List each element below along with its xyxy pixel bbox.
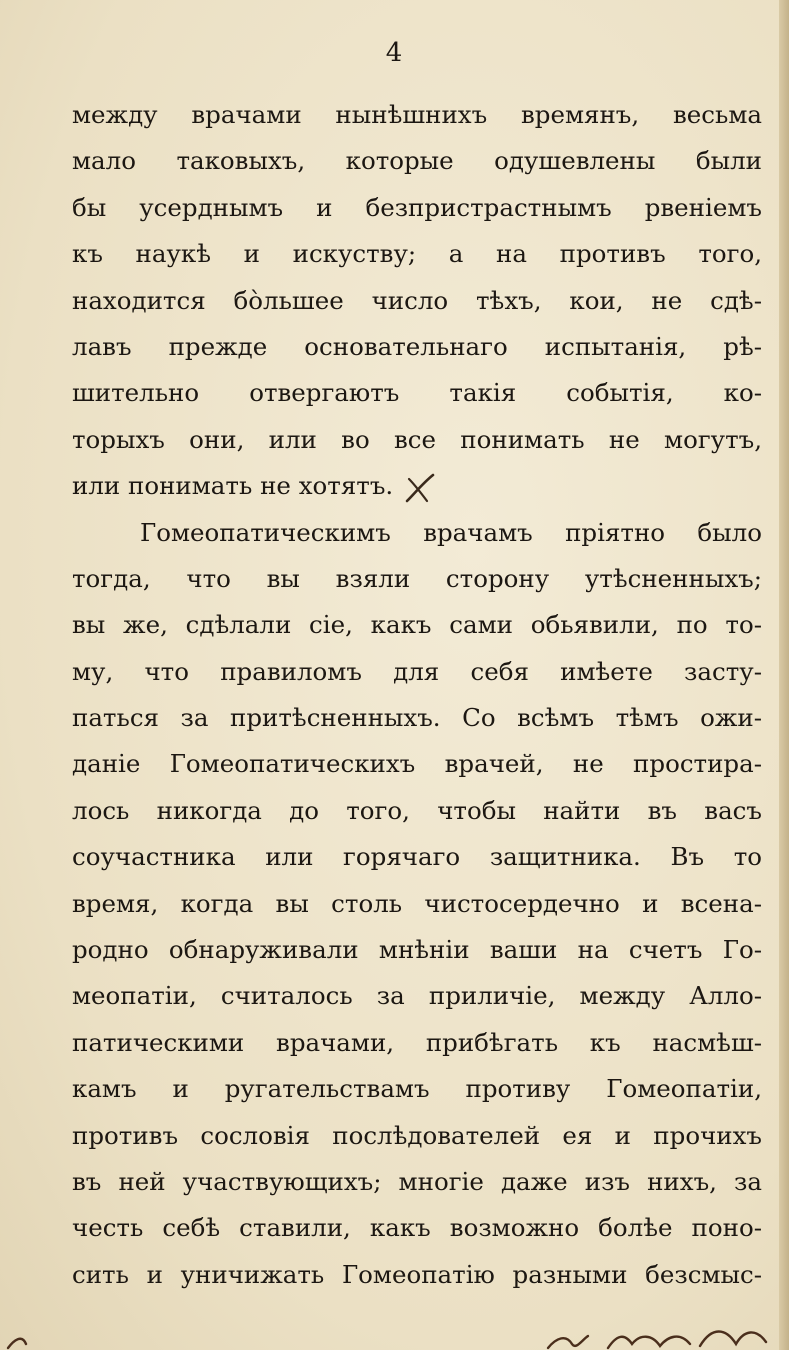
text-line: время, когда вы столь чистосердечно и всена- bbox=[72, 888, 762, 918]
text-line: родно обнаруживали мнѣніи ваши на счетъ Го- bbox=[72, 935, 762, 965]
body-text bbox=[72, 92, 762, 1298]
text-line: лавъ прежде основательнаго испытанія, рѣ- bbox=[72, 331, 762, 361]
text-line: камъ и ругательствамъ противу Гомеопатіи, bbox=[72, 1074, 762, 1104]
page-edge bbox=[779, 0, 789, 1350]
text-line: противъ сословія послѣдователей ея и прочихъ bbox=[72, 1120, 762, 1150]
text-line: даніе Гомеопатическихъ врачей, не простира- bbox=[72, 749, 762, 779]
text-line-content: или понимать не хотятъ. bbox=[72, 471, 394, 501]
text-line: находится бо̀льшее число тѣхъ, кои, не сдѣ- bbox=[72, 285, 762, 315]
text-line: въ ней участвующихъ; многіе даже изъ нихъ, за bbox=[72, 1166, 762, 1196]
text-line: лось никогда до того, чтобы найти въ васъ bbox=[72, 795, 762, 825]
text-line: между врачами нынѣшнихъ времянъ, весьма bbox=[72, 100, 762, 129]
handwritten-signature-fragment bbox=[0, 1318, 789, 1350]
text-line: торыхъ они, или во все понимать не могутъ, bbox=[72, 424, 762, 454]
text-line-paragraph-end bbox=[72, 463, 762, 509]
text-line: бы усерднымъ и безпристрастнымъ рвеніемъ bbox=[72, 192, 762, 222]
handwritten-cross-mark-icon bbox=[403, 471, 437, 505]
text-line: паться за притѣсненныхъ. Со всѣмъ тѣмъ ожи- bbox=[72, 703, 762, 733]
page-number: 4 bbox=[385, 38, 404, 68]
text-line: соучастника или горячаго защитника. Въ то bbox=[72, 842, 762, 872]
text-line: вы же, сдѣлали сіе, какъ сами обьявили, по то- bbox=[72, 610, 762, 640]
text-line: шительно отвергаютъ такія событія, ко- bbox=[72, 378, 762, 408]
text-line: къ наукѣ и искуству; а на противъ того, bbox=[72, 239, 762, 269]
text-line: тогда, что вы взяли сторону утѣсненныхъ; bbox=[72, 563, 762, 593]
text-line: му, что правиломъ для себя имѣете засту- bbox=[72, 656, 762, 686]
text-line: меопатіи, считалось за приличіе, между Алло- bbox=[72, 981, 762, 1011]
text-line: честь себѣ ставили, какъ возможно болѣе поно- bbox=[72, 1213, 762, 1243]
text-line: мало таковыхъ, которые одушевлены были bbox=[72, 146, 762, 176]
text-line: Гомеопатическимъ врачамъ пріятно было bbox=[140, 517, 762, 547]
text-line: патическими врачами, прибѣгать къ насмѣш- bbox=[72, 1027, 762, 1057]
text-line: сить и уничижать Гомеопатію разными безсмыс- bbox=[72, 1259, 762, 1289]
